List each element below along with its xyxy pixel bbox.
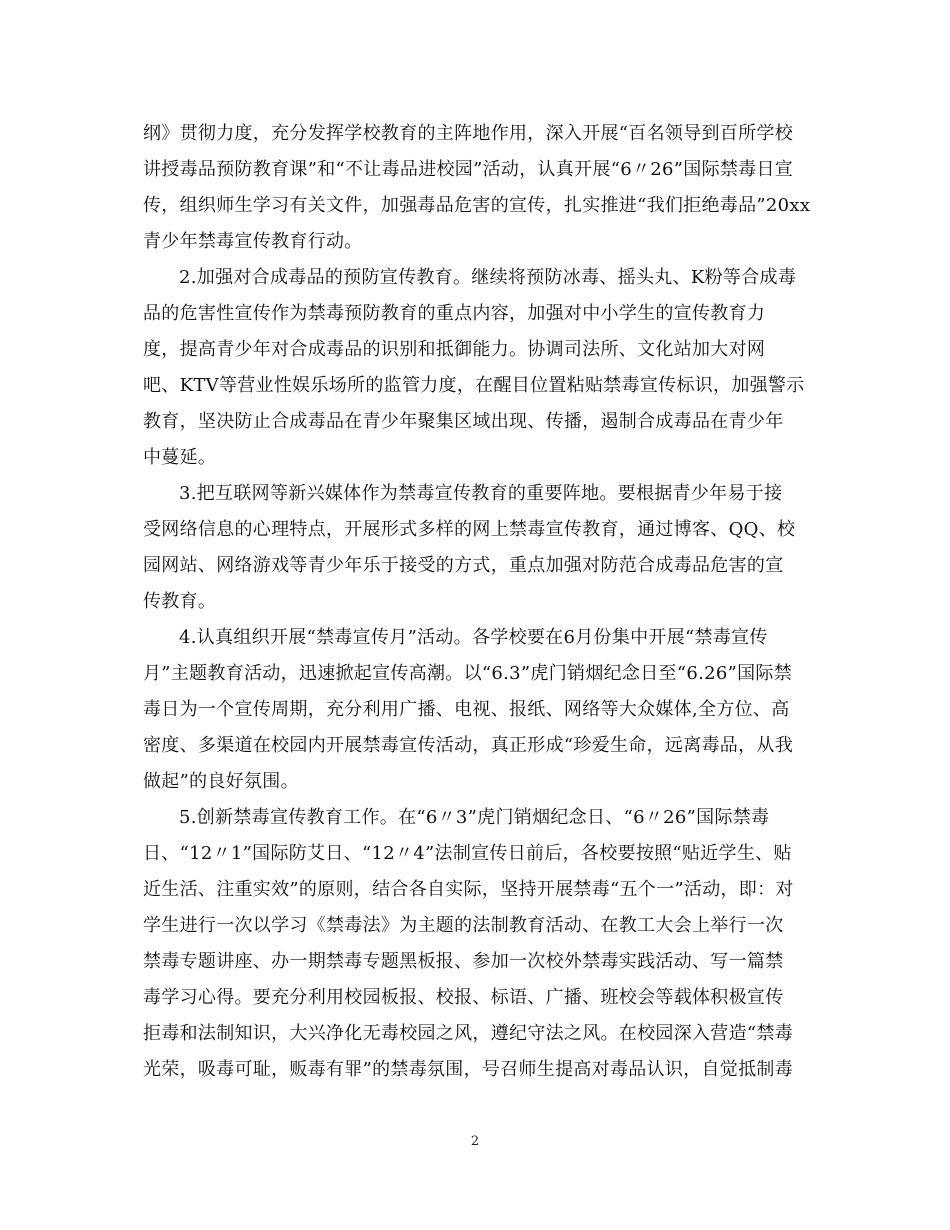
paragraph-first-line: 3.把互联网等新兴媒体作为禁毒宣传教育的重要阵地。要根据青少年易于接 bbox=[179, 483, 783, 504]
text-line: 毒学习心得。要充分利用校园板报、校报、标语、广播、班校会等载体积极宣传 bbox=[143, 987, 784, 1008]
text-line: 做起”的良好氛围。 bbox=[143, 771, 299, 792]
text-line: 吧、KTV等营业性娱乐场所的监管力度，在醒目位置粘贴禁毒宣传标识，加强警示 bbox=[143, 375, 805, 396]
text-line: 度，提高青少年对合成毒品的识别和抵御能力。协调司法所、文化站加大对网 bbox=[143, 339, 766, 360]
text-line: 学生进行一次以学习《禁毒法》为主题的法制教育活动、在教工大会上举行一次 bbox=[143, 915, 784, 936]
text-line: 毒日为一个宣传周期，充分利用广播、电视、报纸、网络等大众媒体,全方位、高 bbox=[143, 699, 790, 720]
text-line: 禁毒专题讲座、办一期禁毒专题黑板报、参加一次校外禁毒实践活动、写一篇禁 bbox=[143, 951, 784, 972]
text-line: 近生活、注重实效”的原则，结合各自实际，坚持开展禁毒“五个一”活动，即：对 bbox=[143, 879, 794, 900]
paragraph-first-line: 5.创新禁毒宣传教育工作。在“6〃3”虎门销烟纪念日、“6〃26”国际禁毒 bbox=[179, 807, 770, 828]
text-line: 日、“12〃1”国际防艾日、“12〃4”法制宣传日前后，各校要按照“贴近学生、贴 bbox=[143, 843, 792, 864]
text-line: 月”主题教育活动，迅速掀起宣传高潮。以“6.3”虎门销烟纪念日至“6.26”国际禁 bbox=[143, 663, 793, 684]
text-line: 受网络信息的心理特点，开展形式多样的网上禁毒宣传教育，通过博客、QQ、校 bbox=[143, 519, 796, 540]
text-line: 青少年禁毒宣传教育行动。 bbox=[143, 231, 363, 252]
text-line: 传教育。 bbox=[143, 591, 217, 612]
text-line: 教育，坚决防止合成毒品在青少年聚集区域出现、传播，遏制合成毒品在青少年 bbox=[143, 411, 784, 432]
text-line: 品的危害性宣传作为禁毒预防教育的重点内容，加强对中小学生的宣传教育力 bbox=[143, 303, 766, 324]
text-line: 光荣，吸毒可耻，贩毒有罪”的禁毒氛围，号召师生提高对毒品认识，自觉抵制毒 bbox=[143, 1059, 793, 1080]
text-line: 传，组织师生学习有关文件，加强毒品危害的宣传，扎实推进“我们拒绝毒品”20xx bbox=[143, 195, 811, 216]
text-line: 密度、多渠道在校园内开展禁毒宣传活动，真正形成“珍爱生命，远离毒品，从我 bbox=[143, 735, 793, 756]
paragraph-first-line: 4.认真组织开展“禁毒宣传月”活动。各学校要在6月份集中开展“禁毒宣传 bbox=[179, 627, 768, 648]
text-line: 拒毒和法制知识，大兴净化无毒校园之风，遵纪守法之风。在校园深入营造“禁毒 bbox=[143, 1023, 793, 1044]
document-body bbox=[143, 116, 813, 1088]
paragraph-first-line: 2.加强对合成毒品的预防宣传教育。继续将预防冰毒、摇头丸、K粉等合成毒 bbox=[179, 267, 797, 288]
text-line: 园网站、网络游戏等青少年乐于接受的方式，重点加强对防范合成毒品危害的宣 bbox=[143, 555, 784, 576]
text-line: 纲》贯彻力度，充分发挥学校教育的主阵地作用，深入开展“百名领导到百所学校 bbox=[143, 123, 793, 144]
text-line: 中蔓延。 bbox=[143, 447, 217, 468]
page-number: 2 bbox=[470, 1134, 480, 1149]
text-line: 讲授毒品预防教育课”和“不让毒品进校园”活动，认真开展“6〃26”国际禁毒日宣 bbox=[143, 159, 794, 180]
